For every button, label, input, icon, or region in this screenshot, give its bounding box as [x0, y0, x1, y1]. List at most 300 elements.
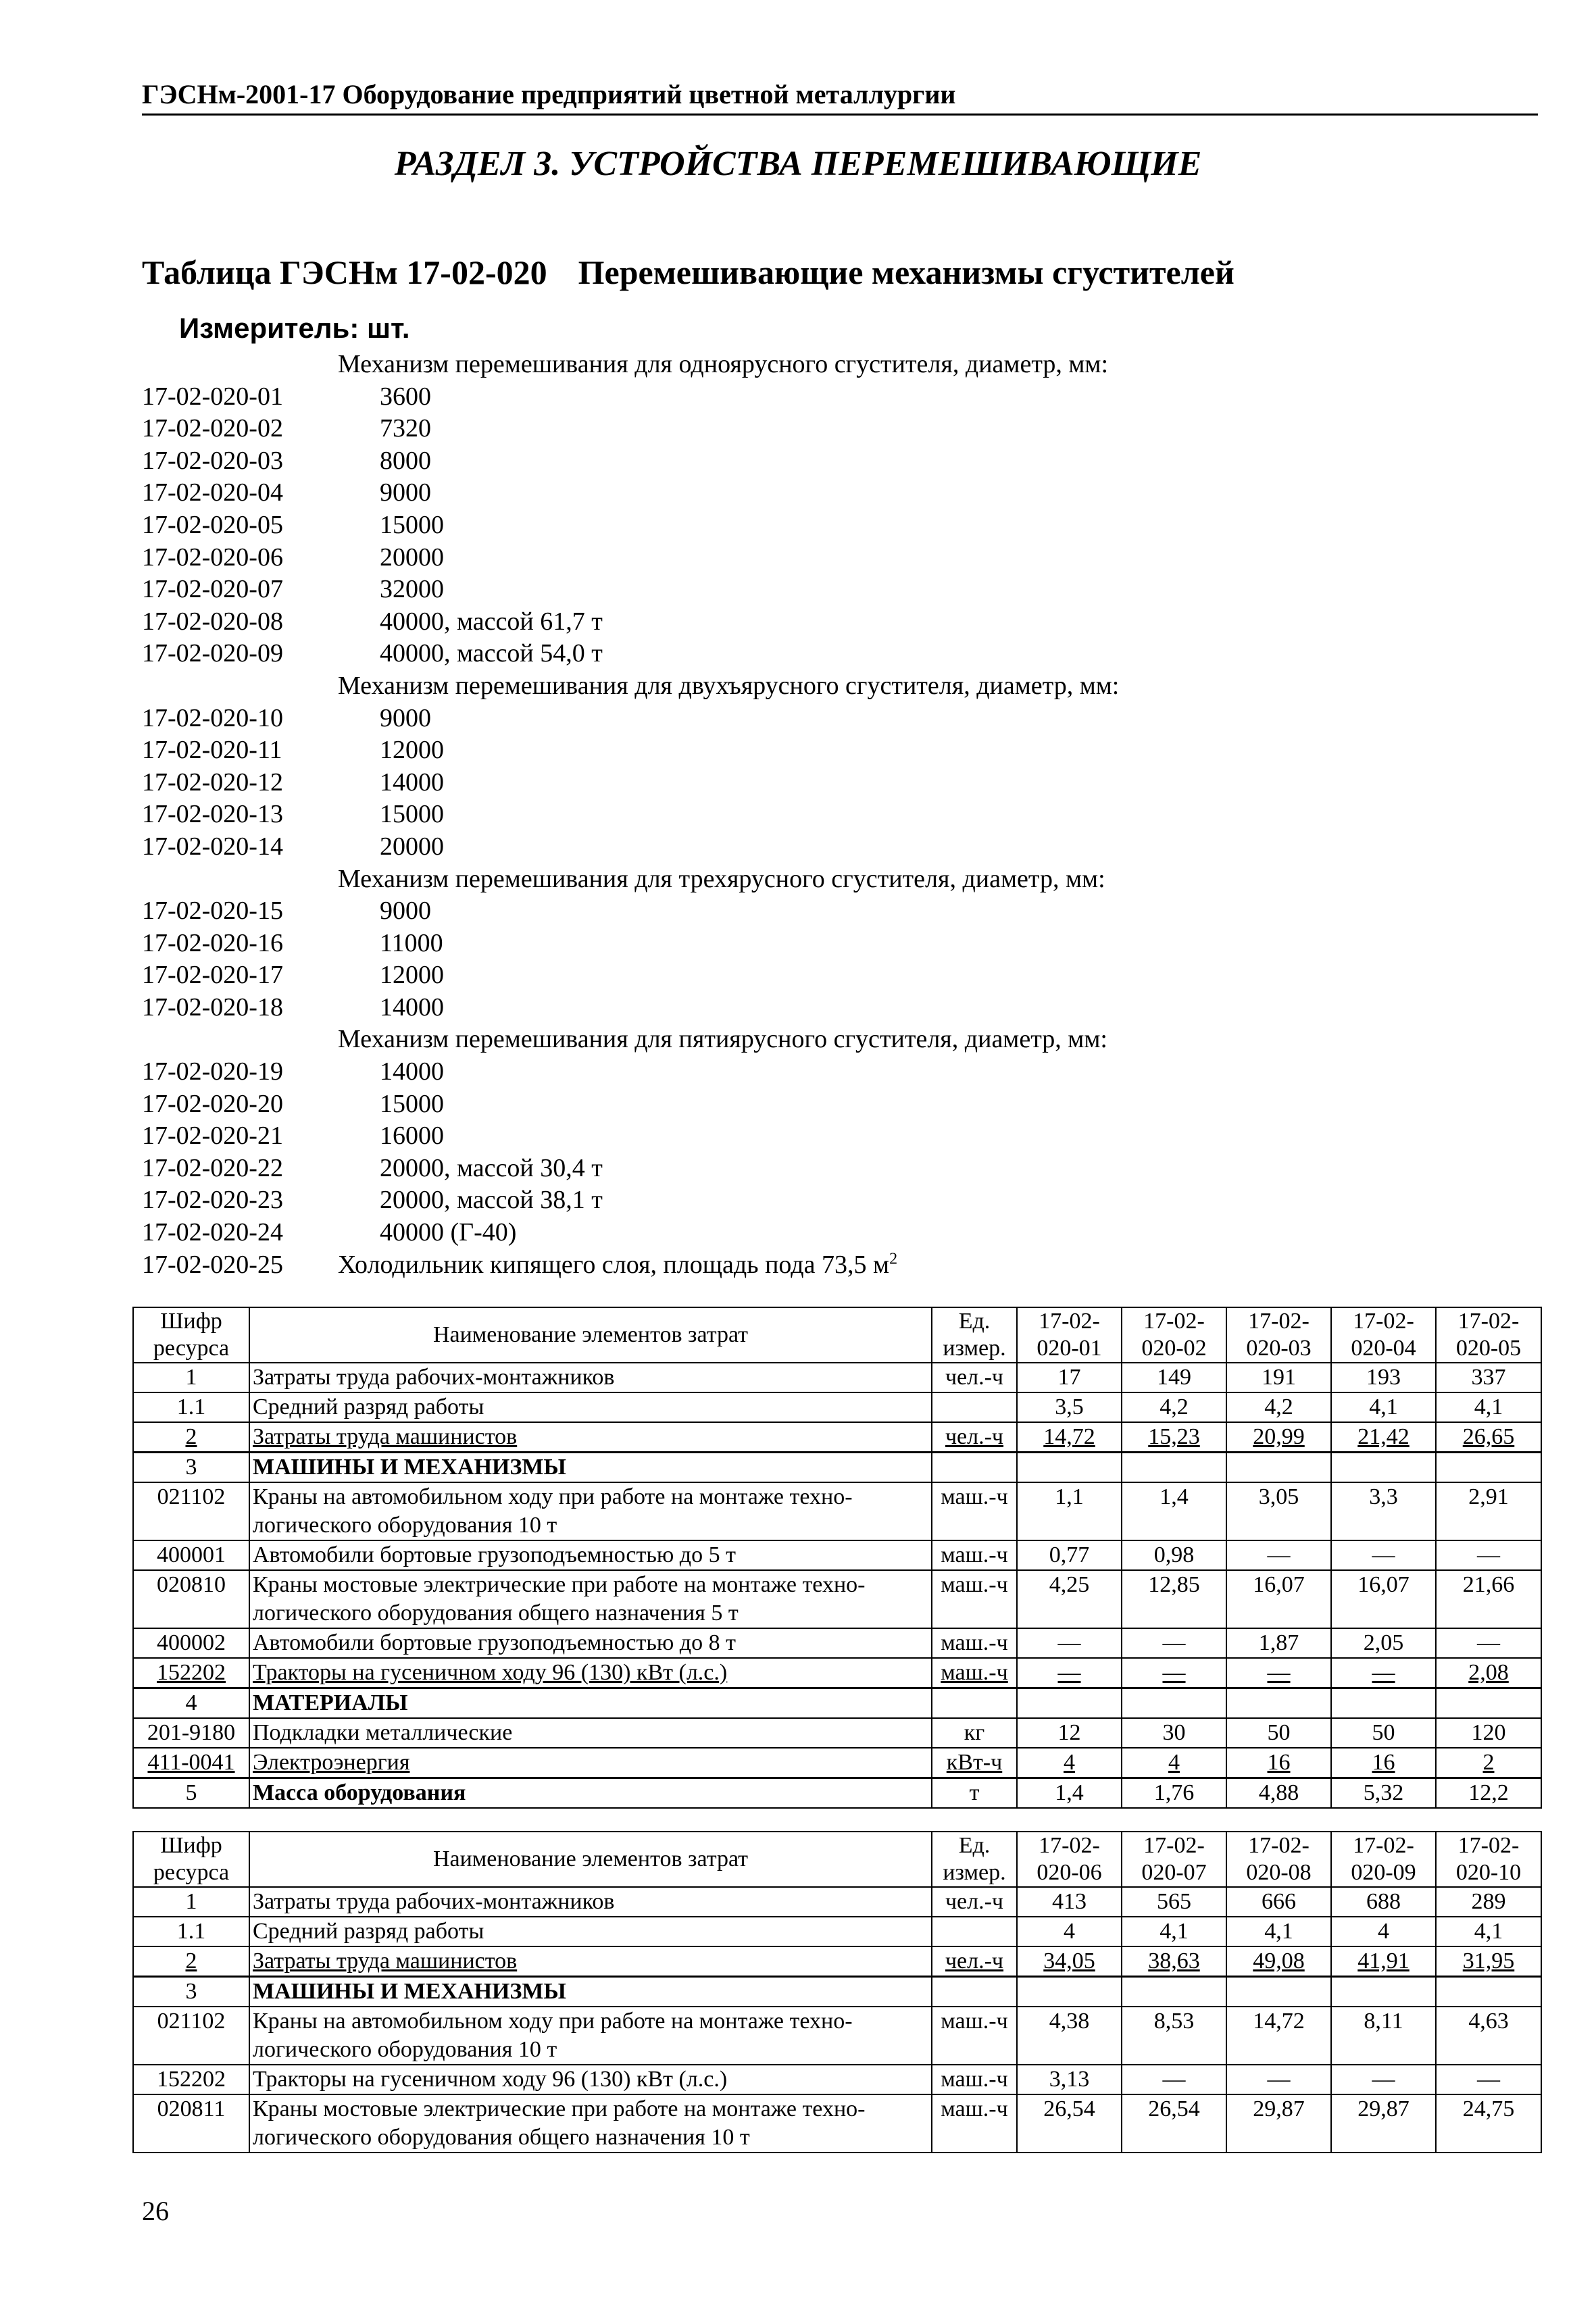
table-row — [133, 1570, 1541, 1628]
value-cell: 29,87 — [1331, 2094, 1436, 2153]
value-cell: 21,42 — [1331, 1422, 1436, 1453]
norm-description-text: 40000 (Г-40) — [380, 1218, 517, 1247]
value-cell — [1436, 1977, 1541, 2007]
cost-element-name — [249, 2094, 932, 2153]
norm-description — [380, 767, 444, 799]
value-cell: 31,95 — [1436, 1946, 1541, 1977]
cost-element-name — [249, 1977, 932, 2007]
cost-element-name — [249, 1453, 932, 1483]
value-cell: 4,1 — [1436, 1917, 1541, 1946]
norm-row — [142, 895, 1538, 928]
value-cell: 4,1 — [1436, 1392, 1541, 1422]
value-cell: 4,38 — [1017, 2007, 1122, 2065]
header-norm-code — [1436, 1832, 1541, 1887]
value-cell: 16 — [1226, 1748, 1331, 1778]
unit-cell: маш.-ч — [932, 1482, 1017, 1540]
norm-description — [380, 381, 431, 413]
norm-description-text: Механизм перемешивания для пятиярусного сгустителя, диаметр, мм: — [338, 1025, 1107, 1054]
resource-table-1 — [132, 1307, 1542, 1809]
norm-row — [142, 799, 1538, 831]
cost-element-text: Электроэнергия — [253, 1750, 410, 1775]
value-cell: — — [1436, 1540, 1541, 1570]
norm-code: 17-02-020-22 — [142, 1153, 283, 1182]
header-text: 17-02- — [1248, 1309, 1310, 1334]
value-cell: 1,1 — [1017, 1482, 1122, 1540]
unit-cell — [932, 1977, 1017, 2007]
norm-row — [142, 734, 1538, 767]
cost-element-text: Средний разряд работы — [253, 1394, 484, 1419]
norm-description — [338, 349, 1108, 381]
cost-element-name — [249, 1946, 932, 1977]
norm-row — [142, 445, 1538, 478]
value-cell: 14,72 — [1226, 2007, 1331, 2065]
norm-description-text: 14000 — [380, 992, 444, 1022]
header-norm-code — [1122, 1307, 1226, 1363]
norm-row — [142, 1120, 1538, 1153]
norm-description-text: 12000 — [380, 961, 444, 990]
norm-code: 17-02-020-11 — [142, 736, 282, 765]
value-cell: 191 — [1226, 1363, 1331, 1392]
value-cell: 26,54 — [1122, 2094, 1226, 2153]
value-cell: 20,99 — [1226, 1422, 1331, 1453]
norm-description — [338, 670, 1119, 703]
value-cell: 1,4 — [1122, 1482, 1226, 1540]
table-row — [133, 1628, 1541, 1658]
value-cell: 3,5 — [1017, 1392, 1122, 1422]
value-cell — [1226, 1977, 1331, 2007]
norm-code: 17-02-020-01 — [142, 382, 283, 411]
resource-code: 2 — [133, 1946, 249, 1977]
table-header-row — [133, 1832, 1541, 1887]
norm-description — [380, 1120, 444, 1153]
norm-row — [142, 959, 1538, 992]
header-text: 020-06 — [1037, 1860, 1102, 1885]
norm-description-text: 12000 — [380, 736, 444, 765]
unit-cell: чел.-ч — [932, 1363, 1017, 1392]
norm-code: 17-02-020-03 — [142, 446, 283, 475]
cost-element-text: логического оборудования 10 т — [253, 1513, 557, 1538]
norm-code: 17-02-020-16 — [142, 928, 283, 957]
value-cell — [1436, 1453, 1541, 1483]
value-cell — [1331, 1453, 1436, 1483]
header-norm-code — [1226, 1307, 1331, 1363]
value-cell: — — [1331, 1540, 1436, 1570]
norm-row — [142, 831, 1538, 863]
table-title-name: Перемешивающие механизмы сгустителей — [578, 253, 1235, 291]
norm-code: 17-02-020-15 — [142, 897, 283, 926]
cost-element-text: Масса оборудования — [253, 1780, 466, 1805]
resource-code: 400002 — [133, 1628, 249, 1658]
norm-description — [380, 477, 431, 509]
header-text: Ед. — [958, 1309, 991, 1334]
header-text: 17-02- — [1457, 1309, 1520, 1334]
value-cell: 30 — [1122, 1718, 1226, 1748]
header-unit — [932, 1832, 1017, 1887]
norm-description-text: 9000 — [380, 703, 431, 732]
table-row — [133, 1422, 1541, 1453]
value-cell: 26,65 — [1436, 1422, 1541, 1453]
value-cell: 26,54 — [1017, 2094, 1122, 2153]
cost-element-text: Краны мостовые электрические при работе на монтаже техно- — [253, 1572, 866, 1597]
value-cell — [1226, 1688, 1331, 1719]
header-text: 17-02- — [1039, 1833, 1100, 1858]
cost-element-name — [249, 1917, 932, 1946]
value-cell: 29,87 — [1226, 2094, 1331, 2153]
cost-element-text: Автомобили бортовые грузоподъемностью до 8 т — [253, 1630, 736, 1655]
value-cell — [1122, 1453, 1226, 1483]
table-row — [133, 2065, 1541, 2094]
cost-element-name — [249, 2065, 932, 2094]
norm-code: 17-02-020-17 — [142, 961, 283, 990]
norm-description-text: 20000 — [380, 832, 444, 861]
value-cell: 1,87 — [1226, 1628, 1331, 1658]
header-cost-element: Наименование элементов затрат — [249, 1307, 932, 1363]
norm-description-text: 7320 — [380, 414, 431, 443]
cost-element-text: Подкладки металлические — [253, 1720, 513, 1745]
value-cell: — — [1122, 2065, 1226, 2094]
value-cell: 12,85 — [1122, 1570, 1226, 1628]
value-cell: 2,91 — [1436, 1482, 1541, 1540]
header-resource-code — [133, 1832, 249, 1887]
header-text: 17-02- — [1457, 1833, 1520, 1858]
table-row — [133, 1887, 1541, 1917]
header-unit — [932, 1307, 1017, 1363]
table-row — [133, 1363, 1541, 1392]
table-row — [133, 1658, 1541, 1688]
norm-description-text: Механизм перемешивания для двухъярусного сгустителя, диаметр, мм: — [338, 671, 1120, 700]
table-row — [133, 2007, 1541, 2065]
value-cell: 8,11 — [1331, 2007, 1436, 2065]
norm-list — [142, 349, 1538, 1281]
norm-row — [142, 574, 1538, 606]
table-header-row — [133, 1307, 1541, 1363]
norm-code: 17-02-020-13 — [142, 800, 283, 829]
table-row — [133, 1748, 1541, 1778]
unit-cell: чел.-ч — [932, 1422, 1017, 1453]
value-cell: 12,2 — [1436, 1778, 1541, 1809]
value-cell: 4,25 — [1017, 1570, 1122, 1628]
norm-code: 17-02-020-09 — [142, 639, 283, 668]
header-text: 020-08 — [1246, 1860, 1312, 1885]
norm-description — [380, 734, 444, 767]
value-cell: 4 — [1331, 1917, 1436, 1946]
header-norm-code — [1017, 1832, 1122, 1887]
value-cell: 413 — [1017, 1887, 1122, 1917]
header-norm-code — [1331, 1307, 1436, 1363]
norm-description-text: 14000 — [380, 1057, 444, 1086]
resource-code: 021102 — [133, 1482, 249, 1540]
norm-code: 17-02-020-23 — [142, 1186, 283, 1215]
norm-row — [142, 1249, 1538, 1282]
cost-element-text: Автомобили бортовые грузоподъемностью до 5 т — [253, 1542, 736, 1567]
norm-description — [380, 1088, 444, 1121]
value-cell: 1,76 — [1122, 1778, 1226, 1809]
norm-row — [142, 1056, 1538, 1088]
norm-code: 17-02-020-08 — [142, 607, 283, 636]
value-cell: 120 — [1436, 1718, 1541, 1748]
cost-element-text: логического оборудования общего назначения 10 т — [253, 2125, 750, 2150]
unit-cell — [932, 1392, 1017, 1422]
resource-code: 2 — [133, 1422, 249, 1453]
cost-element-name — [249, 1482, 932, 1540]
cost-element-text: Тракторы на гусеничном ходу 96 (130) кВт (л.с.) — [253, 1660, 728, 1685]
norm-description-text: Механизм перемешивания для одноярусного сгустителя, диаметр, мм: — [338, 350, 1109, 378]
unit-cell: маш.-ч — [932, 1540, 1017, 1570]
norm-row — [142, 638, 1538, 670]
norm-description-text: 20000, массой 30,4 т — [380, 1153, 603, 1182]
value-cell: 17 — [1017, 1363, 1122, 1392]
header-text: измер. — [943, 1336, 1006, 1361]
value-cell: 1,4 — [1017, 1778, 1122, 1809]
unit-cell — [932, 1917, 1017, 1946]
value-cell: 41,91 — [1331, 1946, 1436, 1977]
unit-cell: кг — [932, 1718, 1017, 1748]
norm-description — [380, 606, 603, 638]
resource-code: 4 — [133, 1688, 249, 1719]
norm-description-text: 40000, массой 54,0 т — [380, 639, 603, 668]
unit-cell: маш.-ч — [932, 1628, 1017, 1658]
norm-description-text: 15000 — [380, 510, 444, 539]
norm-row — [142, 413, 1538, 445]
value-cell: 2 — [1436, 1748, 1541, 1778]
norm-description — [338, 863, 1105, 896]
value-cell: 50 — [1226, 1718, 1331, 1748]
value-cell — [1331, 1688, 1436, 1719]
norm-code: 17-02-020-20 — [142, 1089, 283, 1118]
header-text: 020-01 — [1037, 1336, 1102, 1361]
table-title — [142, 250, 1235, 295]
table-row — [133, 1453, 1541, 1483]
superscript: 2 — [889, 1249, 898, 1267]
cost-element-name — [249, 1422, 932, 1453]
norm-code: 17-02-020-14 — [142, 832, 283, 861]
resource-code: 152202 — [133, 1658, 249, 1688]
norm-description — [380, 1153, 603, 1185]
norm-row — [142, 1153, 1538, 1185]
resource-code: 021102 — [133, 2007, 249, 2065]
value-cell: 49,08 — [1226, 1946, 1331, 1977]
cost-element-text: Затраты труда рабочих-монтажников — [253, 1365, 615, 1390]
norm-description — [380, 831, 444, 863]
value-cell: 4,2 — [1226, 1392, 1331, 1422]
value-cell: 4,1 — [1122, 1917, 1226, 1946]
norm-description-text: Механизм перемешивания для трехярусного сгустителя, диаметр, мм: — [338, 864, 1105, 893]
resource-code: 3 — [133, 1977, 249, 2007]
value-cell: 12 — [1017, 1718, 1122, 1748]
cost-element-name — [249, 1363, 932, 1392]
unit-cell: маш.-ч — [932, 1658, 1017, 1688]
norm-description-text: 9000 — [380, 478, 431, 507]
group-heading — [142, 863, 1538, 896]
value-cell: — — [1226, 1540, 1331, 1570]
norm-description — [380, 1056, 444, 1088]
value-cell: 289 — [1436, 1887, 1541, 1917]
unit-cell: кВт-ч — [932, 1748, 1017, 1778]
norm-description — [380, 509, 444, 542]
cost-element-name — [249, 1887, 932, 1917]
norm-code: 17-02-020-24 — [142, 1218, 283, 1247]
norm-description — [380, 959, 444, 992]
cost-element-text: МАШИНЫ И МЕХАНИЗМЫ — [253, 1455, 566, 1480]
norm-description-text: 14000 — [380, 768, 444, 797]
value-cell: 5,32 — [1331, 1778, 1436, 1809]
unit-cell: маш.-ч — [932, 2007, 1017, 2065]
norm-description-text: 8000 — [380, 446, 431, 475]
resource-code: 1.1 — [133, 1917, 249, 1946]
norm-description-text: 15000 — [380, 800, 444, 829]
table-row — [133, 1718, 1541, 1748]
header-text: ресурса — [153, 1336, 230, 1361]
value-cell: 666 — [1226, 1887, 1331, 1917]
value-cell: 688 — [1331, 1887, 1436, 1917]
header-resource-code — [133, 1307, 249, 1363]
value-cell: 50 — [1331, 1718, 1436, 1748]
header-norm-code — [1017, 1307, 1122, 1363]
norm-code: 17-02-020-06 — [142, 543, 283, 572]
header-text: 020-09 — [1351, 1860, 1416, 1885]
cost-element-text: логического оборудования общего назначения 5 т — [253, 1601, 739, 1626]
table-row — [133, 2094, 1541, 2153]
header-text: 17-02- — [1248, 1833, 1310, 1858]
value-cell: 4,63 — [1436, 2007, 1541, 2065]
norm-description — [380, 413, 431, 445]
header-norm-code — [1331, 1832, 1436, 1887]
value-cell: 3,05 — [1226, 1482, 1331, 1540]
resource-code: 3 — [133, 1453, 249, 1483]
value-cell: — — [1436, 2065, 1541, 2094]
resource-code: 1.1 — [133, 1392, 249, 1422]
header-text: 17-02- — [1039, 1309, 1100, 1334]
norm-description-text: 20000, массой 38,1 т — [380, 1186, 603, 1215]
resource-code: 152202 — [133, 2065, 249, 2094]
header-cost-element: Наименование элементов затрат — [249, 1832, 932, 1887]
value-cell: 4,1 — [1226, 1917, 1331, 1946]
norm-description-text: 32000 — [380, 575, 444, 604]
value-cell — [1122, 1977, 1226, 2007]
resource-code: 020811 — [133, 2094, 249, 2153]
table-row — [133, 1688, 1541, 1719]
value-cell: — — [1017, 1628, 1122, 1658]
norm-row — [142, 1088, 1538, 1121]
value-cell: — — [1331, 2065, 1436, 2094]
norm-row — [142, 1184, 1538, 1217]
cost-element-name — [249, 1392, 932, 1422]
norm-description — [380, 928, 443, 960]
table-row — [133, 1977, 1541, 2007]
header-text: 020-07 — [1141, 1860, 1207, 1885]
cost-element-text: Затраты труда машинистов — [253, 1948, 518, 1973]
table-row — [133, 1540, 1541, 1570]
value-cell — [1017, 1688, 1122, 1719]
norm-description-text: 11000 — [380, 928, 443, 957]
measure-unit: Измеритель: шт. — [179, 312, 410, 344]
header-text: 020-03 — [1246, 1336, 1312, 1361]
norm-code: 17-02-020-02 — [142, 414, 283, 443]
norm-description-text: 16000 — [380, 1122, 444, 1151]
cost-element-text: Затраты труда машинистов — [253, 1424, 518, 1449]
norm-description — [380, 1217, 516, 1249]
header-text: 020-10 — [1455, 1860, 1522, 1885]
cost-element-name — [249, 1658, 932, 1688]
value-cell: 3,13 — [1017, 2065, 1122, 2094]
value-cell — [1122, 1688, 1226, 1719]
header-text: 020-04 — [1351, 1336, 1416, 1361]
cost-element-name — [249, 1748, 932, 1778]
unit-cell: чел.-ч — [932, 1946, 1017, 1977]
value-cell: — — [1226, 2065, 1331, 2094]
value-cell: 565 — [1122, 1887, 1226, 1917]
value-cell: 4 — [1017, 1748, 1122, 1778]
value-cell: 0,98 — [1122, 1540, 1226, 1570]
unit-cell — [932, 1688, 1017, 1719]
norm-description-text: 20000 — [380, 543, 444, 572]
value-cell: 14,72 — [1017, 1422, 1122, 1453]
value-cell: 2,08 — [1436, 1658, 1541, 1688]
value-cell: 2,05 — [1331, 1628, 1436, 1658]
norm-description-text: 3600 — [380, 382, 431, 411]
value-cell: 8,53 — [1122, 2007, 1226, 2065]
norm-code: 17-02-020-18 — [142, 992, 283, 1022]
norm-description — [380, 542, 444, 574]
value-cell: — — [1331, 1658, 1436, 1688]
header-text: 17-02- — [1143, 1309, 1205, 1334]
unit-cell: чел.-ч — [932, 1887, 1017, 1917]
norm-description — [380, 445, 431, 478]
header-text: измер. — [943, 1860, 1006, 1885]
cost-element-text: Затраты труда рабочих-монтажников — [253, 1889, 615, 1914]
value-cell: 16,07 — [1331, 1570, 1436, 1628]
norm-row — [142, 606, 1538, 638]
norm-description — [380, 1184, 603, 1217]
cost-element-name — [249, 1540, 932, 1570]
table-row — [133, 1778, 1541, 1809]
table-title-label: Таблица ГЭСНм 17-02-020 — [142, 253, 547, 291]
norm-row — [142, 381, 1538, 413]
value-cell: 4,2 — [1122, 1392, 1226, 1422]
value-cell — [1017, 1977, 1122, 2007]
cost-element-name — [249, 1778, 932, 1809]
resource-table-2 — [132, 1831, 1542, 2153]
value-cell: 4 — [1122, 1748, 1226, 1778]
resource-code: 1 — [133, 1887, 249, 1917]
value-cell — [1226, 1453, 1331, 1483]
page-header: ГЭСНм-2001-17 Оборудование предприятий цветной металлургии — [142, 76, 1538, 116]
norm-code: 17-02-020-25 — [142, 1250, 283, 1279]
value-cell: 4 — [1017, 1917, 1122, 1946]
norm-code: 17-02-020-05 — [142, 510, 283, 539]
header-text: 17-02- — [1353, 1309, 1414, 1334]
value-cell: 149 — [1122, 1363, 1226, 1392]
resource-code: 201-9180 — [133, 1718, 249, 1748]
norm-description-text: 9000 — [380, 897, 431, 926]
value-cell: 34,05 — [1017, 1946, 1122, 1977]
norm-description — [380, 895, 431, 928]
resource-code: 400001 — [133, 1540, 249, 1570]
norm-description-text: Холодильник кипящего слоя, площадь пода 73,5 м — [338, 1250, 890, 1279]
cost-element-text: Краны на автомобильном ходу при работе на монтаже техно- — [253, 1484, 853, 1509]
norm-row — [142, 509, 1538, 542]
section-title: РАЗДЕЛ 3. УСТРОЙСТВА ПЕРЕМЕШИВАЮЩИЕ — [394, 145, 1202, 183]
value-cell: 24,75 — [1436, 2094, 1541, 2153]
value-cell: 21,66 — [1436, 1570, 1541, 1628]
header-norm-code — [1226, 1832, 1331, 1887]
header-norm-code — [1436, 1307, 1541, 1363]
unit-cell: маш.-ч — [932, 2094, 1017, 2153]
table-row — [133, 1917, 1541, 1946]
norm-code: 17-02-020-07 — [142, 575, 283, 604]
cost-element-name — [249, 1688, 932, 1719]
norm-row — [142, 992, 1538, 1024]
